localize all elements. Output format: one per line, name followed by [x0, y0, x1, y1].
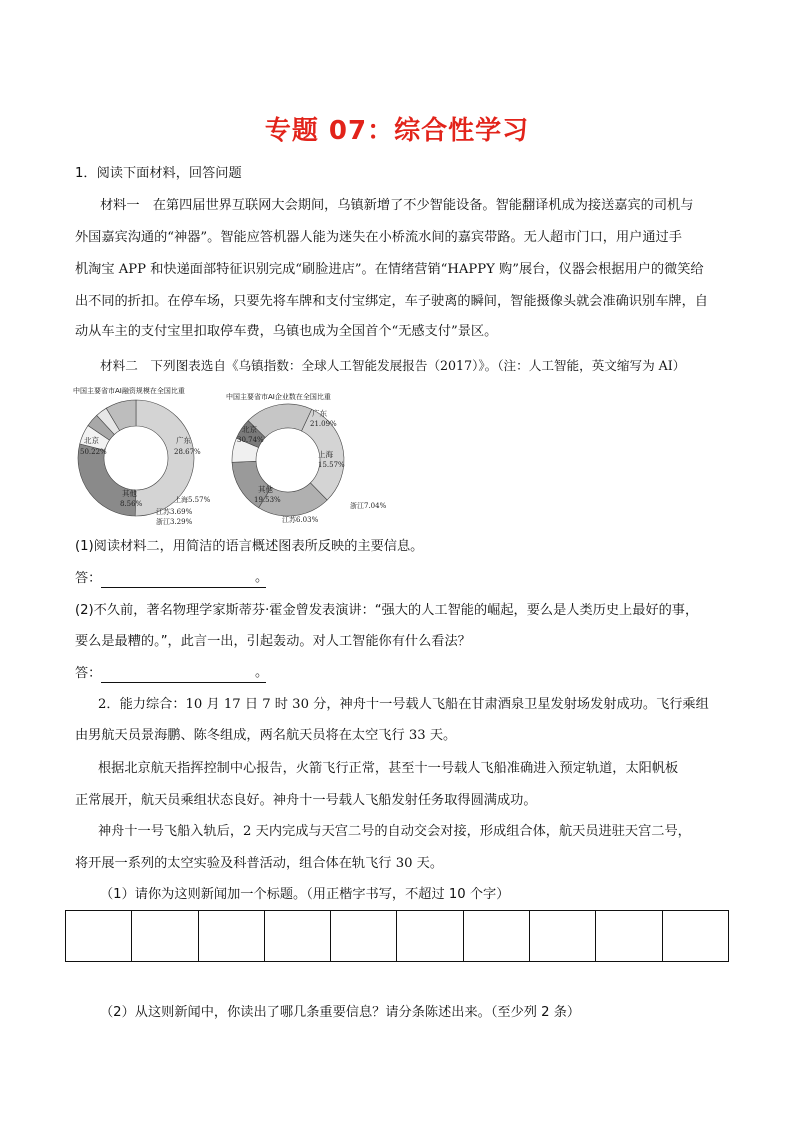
slice-value-label: 上海5.57%	[174, 496, 211, 504]
chart1-title: 中国主要省市AI融资规模在全国比重	[73, 387, 185, 395]
slice-value-label: 浙江3.29%	[156, 518, 193, 526]
grid-cell[interactable]	[663, 911, 728, 961]
q2-line: 神舟十一号飞船入轨后，2 天内完成与天宫二号的自动交会对接，形成组合体，航天员进驻天宫二号，	[98, 824, 691, 839]
slice-value-label: 浙江7.04%	[350, 502, 387, 510]
slice-label: 上海	[318, 450, 333, 459]
title-writing-grid[interactable]	[65, 910, 729, 962]
grid-cell[interactable]	[199, 911, 265, 961]
material1-line: 出不同的折扣。在停车场，只要先将车牌和支付宝绑定，车子驶离的瞬间，智能摄像头就会准确识别车牌，自	[75, 294, 708, 309]
grid-cell[interactable]	[66, 911, 132, 961]
material1-line: 机淘宝 APP 和快递面部特征识别完成“刷脸进店”。在情绪营销“HAPPY 购”展台，仪器会根据用户的微笑给	[75, 262, 704, 277]
q2-sub1: （1）请你为这则新闻加一个标题。（用正楷字书写，不超过 10 个字）	[100, 887, 510, 902]
slice-value-label: 19.53%	[254, 496, 281, 504]
slice-label: 北京	[242, 425, 257, 434]
slice-value-label: 15.57%	[318, 461, 345, 469]
grid-cell[interactable]	[530, 911, 596, 961]
material2-line: 材料二 下列图表选自《乌镇指数：全球人工智能发展报告（2017）》。（注：人工智能，英文缩写为 AI）	[100, 358, 686, 373]
q2-line: 2．能力综合：10 月 17 日 7 时 30 分，神舟十一号载人飞船在甘肃酒泉卫星发射场发射成功。飞行乘组	[98, 697, 709, 712]
slice-value-label: 21.09%	[310, 420, 337, 428]
grid-cell[interactable]	[596, 911, 662, 961]
q2-line: 根据北京航天指挥控制中心报告，火箭飞行正常，甚至十一号载人飞船准确进入预定轨道，太阳帆板	[98, 761, 679, 776]
slice-label: 广东	[176, 436, 191, 445]
q2-line: 正常展开，航天员乘组状态良好。神舟十一号载人飞船发射任务取得圆满成功。	[75, 793, 537, 808]
slice-value-label: 江苏6.03%	[282, 516, 319, 524]
q1-sub1: (1)阅读材料二，用简洁的语言概述图表所反映的主要信息。	[75, 539, 424, 554]
chart2-title: 中国主要省市AI企业数在全国比重	[226, 393, 331, 401]
slice-value-label: 28.67%	[174, 448, 201, 456]
slice-label: 其他	[122, 489, 137, 498]
page-title: 专题 07：综合性学习	[264, 116, 530, 146]
material1-line: 动从车主的支付宝里扣取停车费，乌镇也成为全国首个“无感支付”景区。	[75, 324, 498, 339]
slice-label: 其他	[258, 485, 273, 494]
q1-heading: 1．阅读下面材料，回答问题	[75, 166, 242, 181]
material1-line: 材料一 在第四届世界互联网大会期间，乌镇新增了不少智能设备。智能翻译机成为接送嘉宾的司机与	[100, 198, 694, 213]
grid-cell[interactable]	[397, 911, 463, 961]
material1-line: 外国嘉宾沟通的“神器”。智能应答机器人能为迷失在小桥流水间的嘉宾带路。无人超市门口，用户通过手	[75, 230, 682, 245]
answer-blank[interactable]	[101, 666, 266, 683]
q2-line: 由男航天员景海鹏、陈冬组成，两名航天员将在太空飞行 33 天。	[75, 728, 457, 743]
answer-label: 答：	[75, 666, 102, 681]
q1-sub2-line: (2)不久前，著名物理学家斯蒂芬·霍金曾发表演讲：“强大的人工智能的崛起，要么是人类历史上最好的事，	[75, 603, 699, 618]
answer-blank[interactable]	[101, 571, 266, 588]
grid-cell[interactable]	[265, 911, 331, 961]
grid-cell[interactable]	[331, 911, 397, 961]
grid-cell[interactable]	[132, 911, 198, 961]
grid-cell[interactable]	[464, 911, 530, 961]
ai-companies-donut-chart	[222, 402, 387, 527]
slice-value-label: 30.74%	[237, 436, 264, 444]
q2-sub2: （2）从这则新闻中，你读出了哪几条重要信息？请分条陈述出来。（至少列 2 条）	[100, 1005, 581, 1020]
slice-value-label: 江苏3.69%	[156, 508, 193, 516]
slice-label: 广东	[312, 409, 327, 418]
answer-end: 。	[255, 570, 269, 585]
answer-label: 答：	[75, 571, 102, 586]
answer-end: 。	[255, 665, 269, 680]
q2-line: 将开展一系列的太空实验及科普活动，组合体在轨飞行 30 天。	[75, 856, 444, 871]
slice-value-label: 8.56%	[120, 500, 143, 508]
ai-funding-donut-chart	[70, 398, 220, 528]
slice-value-label: 50.22%	[80, 448, 107, 456]
slice-label: 北京	[84, 436, 99, 445]
q1-sub2-line: 要么是最糟的。”，此言一出，引起轰动。对人工智能你有什么看法？	[75, 634, 471, 649]
